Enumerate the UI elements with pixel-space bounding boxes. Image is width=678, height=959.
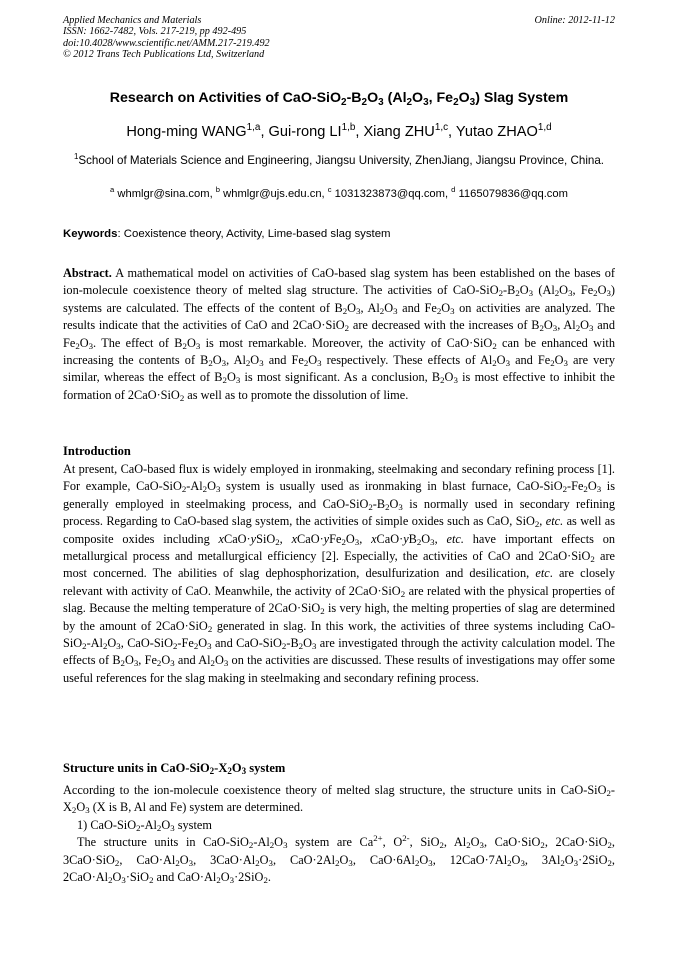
title-text: O xyxy=(367,90,379,106)
email-address: whmlgr@ujs.edu.cn, xyxy=(220,188,328,200)
email-address: 1165079836@qq.com xyxy=(455,188,568,200)
title-subscript: 2 xyxy=(341,97,347,108)
author-affiliation-mark: 1,b xyxy=(341,122,356,133)
author-affiliation-mark: 1,a xyxy=(246,122,261,133)
author-separator: , xyxy=(260,124,269,140)
email-list xyxy=(40,185,638,200)
author-separator: , xyxy=(448,124,456,140)
introduction-heading: Introduction xyxy=(63,444,131,458)
author-list xyxy=(40,124,638,140)
title-text: ) Slag System xyxy=(475,90,569,106)
email-mark: c xyxy=(327,185,332,194)
introduction-paragraph: At present, CaO-based flux is widely employed in ironmaking, steelmaking and secondary refining process [1]. For example, CaO-$SiO_2-Al_2O_3$ system is usually used as ironmaking in blast furnace, CaO-$SiO_2-Fe_2O_3$ is generally employed in steelmaking process, and CaO-$SiO_2-B_2O_3$ is normally used in secondary refining process. Regarding to CaO-based slag system, the activities of simple oxides such as CaO, SiO$_2$, etc. as well as composite oxides including xCaO·ySiO$_2$, $xCaO\cdot yFe_2O_3$, $xCaO\cdot yB_2O_3$, etc. have important effects on metallurgical process and metallurgical efficiency [2]. Especially, the activities of CaO and 2CaO·SiO$_2$ are most concerned. The abilities of slag dephosphorization, desulfurization and desilication, etc. are closely relevant with activity of CaO. Meanwhile, the activity of 2CaO·SiO$_2$ are related with the physical properties of slag. Because the melting temperature of 2CaO·SiO$_2$ is very high, the melting properties of slag are determined by the amount of 2CaO·SiO$_2$ generated in slag. In this work, the activities of three systems including CaO-$SiO_2-Al_2O_3$, CaO-$SiO_2-Fe_2O_3$ and CaO-$SiO_2-B_2O_3$ are investigated through the activity calculation model. The effects of $B_2O_3$, $Fe_2O_3$ and $Al_2O_3$ on the activities are discussed. These results of investigations may offer some useful references for the slag making in steelmaking and secondary refining process. xyxy=(63,462,616,685)
author-name: Xiang ZHU xyxy=(363,124,435,140)
email-address: 1031323873@qq.com, xyxy=(331,188,452,200)
title-subscript: 2 xyxy=(361,97,368,108)
title-text: Research on Activities of CaO-SiO xyxy=(109,90,342,106)
author-name: Gui-rong LI xyxy=(268,124,342,140)
title-subscript: 3 xyxy=(423,97,429,108)
structure-paragraph: According to the ion-molecule coexistence theory of melted slag structure, the structure units in CaO-$SiO_2-X_2O_3$ (X is B, Al and Fe) system are determined. xyxy=(63,783,615,816)
introduction-body xyxy=(63,461,615,687)
author-name: Hong-ming WANG xyxy=(126,124,247,140)
paper-title xyxy=(40,90,638,106)
title-subscript: 3 xyxy=(469,97,476,108)
title-subscript: 3 xyxy=(378,97,384,108)
keywords-label: Keywords xyxy=(63,228,118,240)
title-subscript: 2 xyxy=(406,97,413,108)
email-mark: d xyxy=(451,185,456,194)
title-text: O xyxy=(458,90,470,106)
title-text: O xyxy=(412,90,424,106)
abstract-text: A mathematical model on activities of CaO-based slag system has been established on the bases of ion-molecule coexistence theory of melted slag structure. The activities of CaO-$SiO_2-B_2O_3$ ($Al_2O_3$, $Fe_2O_3$) systems are calculated. The effects of the content of $B_2O_3$, $Al_2O_3$ and $Fe_2O_3$ on activities are analyzed. The results indicate that the activities of CaO and 2CaO·SiO$_2$ are decreased with the increases of $B_2O_3$, $Al_2O_3$ and $Fe_2O_3$. The effect of $B_2O_3$ is most remarkable. Moreover, the activity of CaO·SiO$_2$ can be enhanced with increasing the contents of $B_2O_3$, $Al_2O_3$ and $Fe_2O_3$ respectively. These effects of $Al_2O_3$ and $Fe_2O_3$ are very similar, whereas the effect of $B_2O_3$ is most significant. As a conclusion, $B_2O_3$ is most effective to inhibit the formation of 2CaO·SiO$_2$ as well as to promote the dissolution of lime. xyxy=(63,266,616,403)
structure-units-list: The structure units in CaO-$SiO_2-Al_2O_3$ system are $Ca^{2+}$, $O^{2-}$, SiO$_2$, $Al_2O_3$, CaO·SiO$_2$, 2CaO·SiO$_2$, 3CaO·SiO$_2$, $CaO\cdot Al_2O_3$, $3CaO\cdot Al_2O_3$, $CaO\cdot 2Al_2O_3$, $CaO\cdot 6Al_2O_3$, $12CaO\cdot 7Al_2O_3$, $3Al_2O_3\cdot 2SiO_2$, $2CaO\cdot Al_2O_3\cdot SiO_2$ and $CaO\cdot Al_2O_3\cdot 2SiO_2$. xyxy=(63,833,615,886)
online-date: Online: 2012-11-12 xyxy=(534,15,615,26)
affiliation-text: School of Materials Science and Engineering, Jiangsu University, ZhenJiang, Jiangsu Province, China. xyxy=(78,154,605,167)
structure-subsection-label: 1) CaO-$SiO_2-Al_2O_3$ system xyxy=(77,817,212,833)
journal-header xyxy=(63,15,615,61)
journal-name: Applied Mechanics and Materials xyxy=(63,15,202,26)
issn-line: ISSN: 1662-7482, Vols. 217-219, pp 492-495 xyxy=(63,26,247,38)
author-affiliation-mark: 1,c xyxy=(434,122,449,133)
email-address: whmlgr@sina.com, xyxy=(114,188,216,200)
abstract xyxy=(63,265,615,404)
abstract-label: Abstract. xyxy=(63,266,112,280)
affiliation-mark: 1 xyxy=(73,152,79,161)
keywords-text: : Coexistence theory, Activity, Lime-based slag system xyxy=(117,228,391,240)
title-subscript: 2 xyxy=(453,97,459,108)
structure-units-heading: Structure units in CaO-$SiO_2-X_2O_3$ system xyxy=(63,761,286,776)
doi-line: doi:10.4028/www.scientific.net/AMM.217-219.492 xyxy=(63,37,270,49)
email-mark: a xyxy=(110,185,115,194)
author-name: Yutao ZHAO xyxy=(455,124,538,140)
title-text: -B xyxy=(346,90,362,106)
email-mark: b xyxy=(215,185,221,194)
author-separator: , xyxy=(355,124,364,140)
title-text: (Al xyxy=(383,90,407,106)
keywords xyxy=(63,228,615,240)
copyright-line: © 2012 Trans Tech Publications Ltd, Switzerland xyxy=(63,49,265,61)
affiliation xyxy=(63,152,615,169)
title-text: , Fe xyxy=(428,90,454,106)
structure-units-body xyxy=(63,782,615,886)
author-affiliation-mark: 1,d xyxy=(537,122,552,133)
